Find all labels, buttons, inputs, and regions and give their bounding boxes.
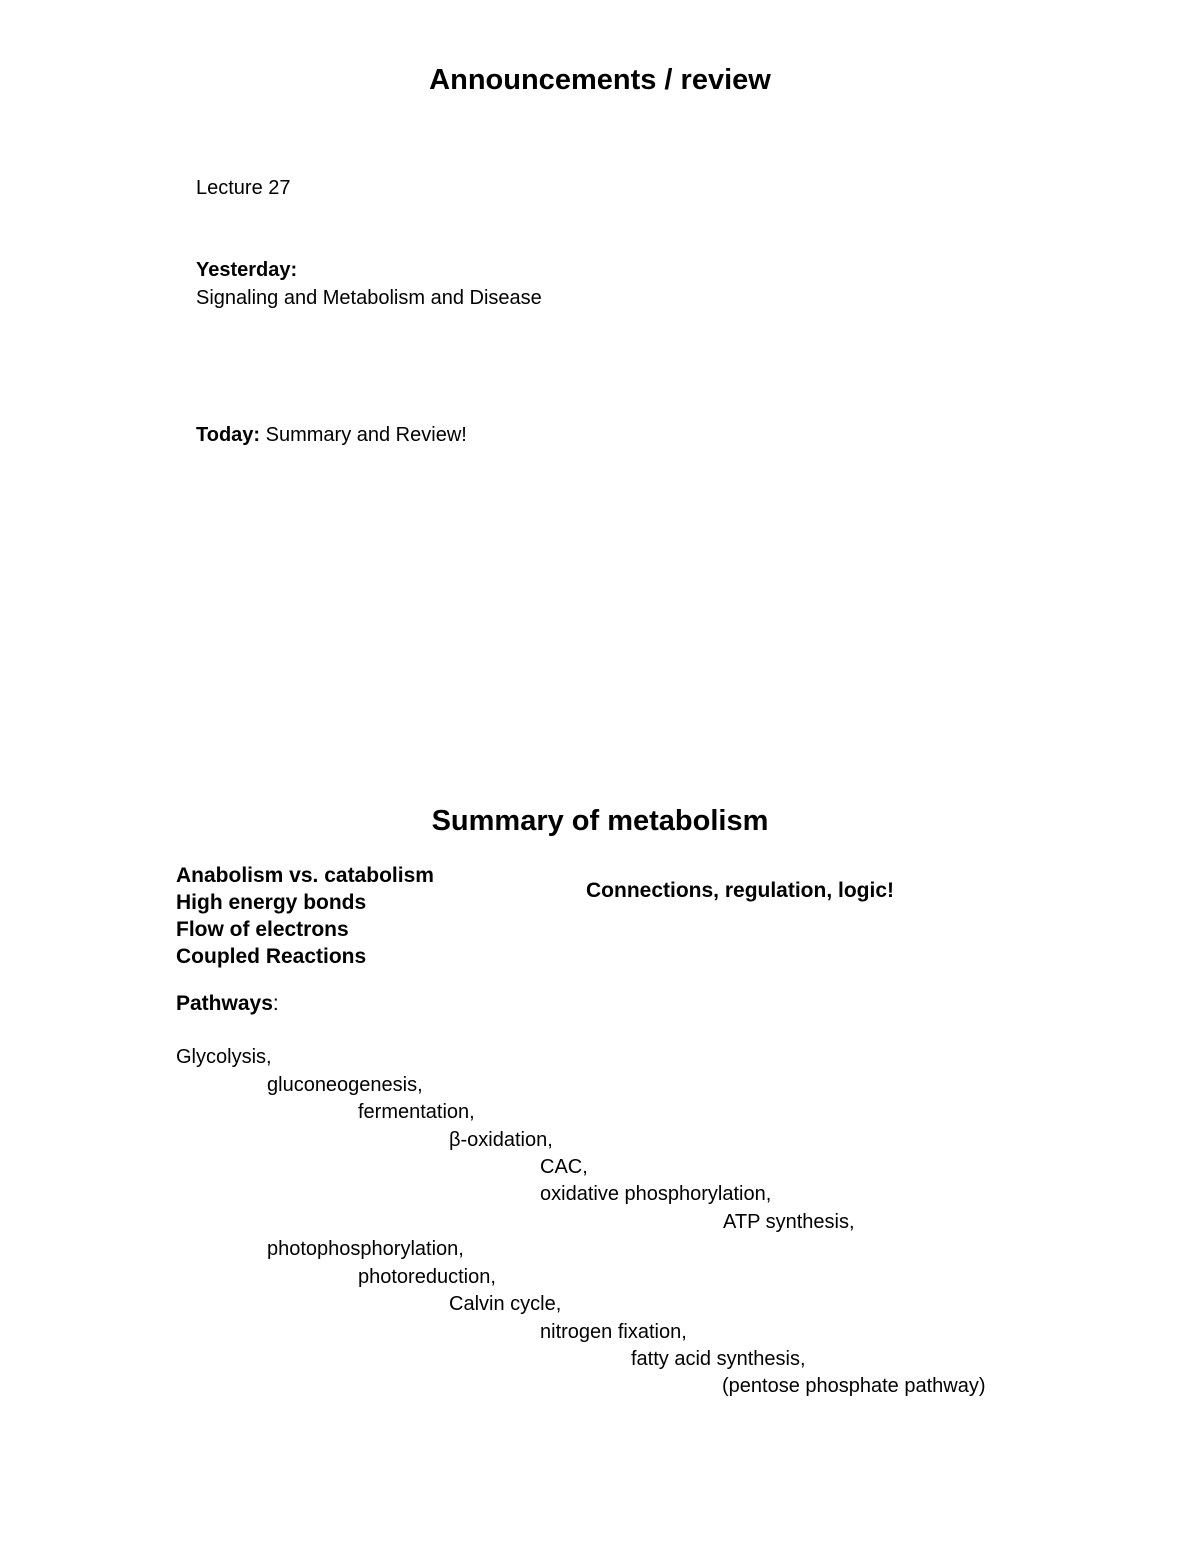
- yesterday-text: Signaling and Metabolism and Disease: [196, 287, 542, 309]
- pathway-item: (pentose phosphate pathway): [722, 1375, 986, 1397]
- concept-item: Anabolism vs. catabolism: [176, 864, 434, 887]
- pathways-colon: :: [272, 992, 279, 1015]
- today-line: [196, 424, 467, 447]
- announcements-title: Announcements / review: [429, 64, 771, 96]
- pathway-item: Calvin cycle,: [449, 1293, 562, 1315]
- pathway-item: gluconeogenesis,: [267, 1074, 423, 1096]
- pathway-item: CAC,: [540, 1156, 588, 1178]
- pathway-item: oxidative phosphorylation,: [540, 1183, 772, 1205]
- pathway-item: Glycolysis,: [176, 1046, 272, 1068]
- lecture-number: Lecture 27: [196, 177, 291, 199]
- pathways-label: Pathways: [176, 992, 273, 1015]
- pathway-item: fermentation,: [358, 1101, 475, 1123]
- today-text: Summary and Review!: [260, 424, 467, 446]
- pathway-item: fatty acid synthesis,: [631, 1348, 806, 1370]
- concept-item: Flow of electrons: [176, 918, 349, 941]
- summary-title: Summary of metabolism: [431, 805, 769, 837]
- concept-item: High energy bonds: [176, 891, 367, 914]
- pathways-heading: [176, 992, 279, 1016]
- connections-text: Connections, regulation, logic!: [586, 879, 895, 902]
- pathway-item: β-oxidation,: [449, 1129, 553, 1151]
- pathway-item: ATP synthesis,: [723, 1211, 855, 1233]
- yesterday-label: Yesterday:: [196, 259, 298, 281]
- pathway-item: photoreduction,: [358, 1266, 496, 1288]
- today-label: Today:: [196, 424, 261, 446]
- pathway-item: photophosphorylation,: [267, 1238, 464, 1260]
- pathway-item: nitrogen fixation,: [540, 1321, 687, 1343]
- concept-item: Coupled Reactions: [176, 945, 367, 968]
